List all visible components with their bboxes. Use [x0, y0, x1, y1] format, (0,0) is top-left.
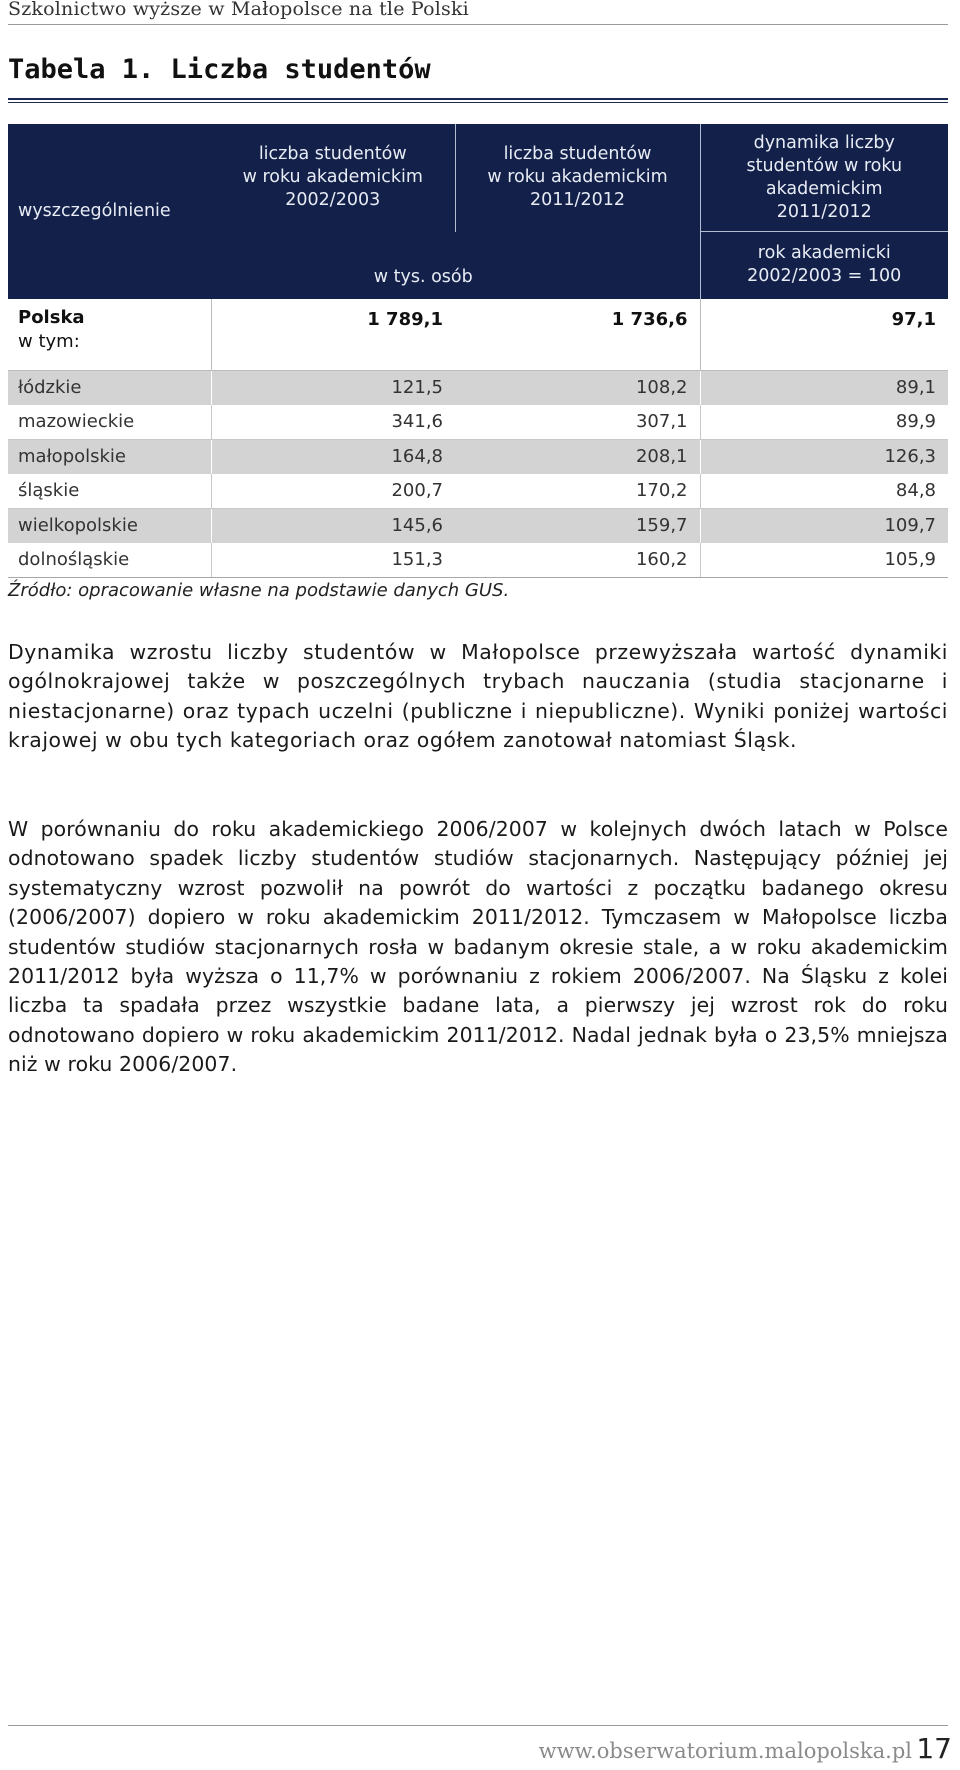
table-row	[8, 439, 948, 474]
row-name: mazowieckie	[8, 405, 211, 440]
row-name: śląskie	[8, 474, 211, 509]
cell-dynamics: 109,7	[700, 508, 948, 543]
header-stub: wyszczególnienie	[8, 124, 211, 299]
title-rule-bottom	[8, 102, 948, 103]
cell-2011: 170,2	[455, 474, 700, 509]
row-name	[8, 299, 211, 371]
header-dynamics: dynamika liczby studentów w roku akademickim 2011/2012	[700, 124, 948, 232]
cell-2011: 208,1	[455, 439, 700, 474]
cell-2002: 200,7	[211, 474, 455, 509]
header-2002: liczba studentów w roku akademickim 2002/2003	[211, 124, 455, 232]
cell-2011: 1 736,6	[455, 299, 700, 371]
cell-2011: 159,7	[455, 508, 700, 543]
table-source-note: Źródło: opracowanie własne na podstawie danych GUS.	[8, 580, 510, 601]
total-sub-label: w tym:	[18, 330, 80, 352]
cell-2011: 307,1	[455, 405, 700, 440]
cell-2002: 121,5	[211, 370, 455, 405]
row-name: wielkopolskie	[8, 508, 211, 543]
cell-2002: 1 789,1	[211, 299, 455, 371]
cell-2002: 164,8	[211, 439, 455, 474]
table-row-total	[8, 299, 948, 371]
cell-2011: 108,2	[455, 370, 700, 405]
table-row	[8, 543, 948, 578]
cell-2002: 151,3	[211, 543, 455, 578]
row-name: łódzkie	[8, 370, 211, 405]
cell-dynamics: 89,1	[700, 370, 948, 405]
cell-dynamics: 84,8	[700, 474, 948, 509]
table-row	[8, 508, 948, 543]
cell-dynamics: 126,3	[700, 439, 948, 474]
cell-dynamics: 97,1	[700, 299, 948, 371]
footer-url[interactable]: www.obserwatorium.malopolska.pl	[538, 1739, 912, 1763]
header-unit: w tys. osób	[211, 232, 700, 299]
paragraph-1: Dynamika wzrostu liczby studentów w Małopolsce przewyższała wartość dynamiki ogólnokrajowej także w poszczególnych trybach nauczania (studia stacjonarne i niestacjonarne) oraz typach uczelni (publiczne i niepubliczne). Wyniki poniżej wartości krajowej w obu tych kategoriach oraz ogółem zanotował natomiast Śląsk.	[8, 640, 948, 753]
cell-dynamics: 105,9	[700, 543, 948, 578]
table-row	[8, 370, 948, 405]
page-number: 17	[916, 1732, 952, 1765]
running-head: Szkolnictwo wyższe w Małopolsce na tle Polski	[8, 0, 948, 25]
table-row	[8, 405, 948, 440]
cell-2002: 145,6	[211, 508, 455, 543]
row-name: małopolskie	[8, 439, 211, 474]
header-base-year: rok akademicki 2002/2003 = 100	[700, 232, 948, 299]
cell-2011: 160,2	[455, 543, 700, 578]
paragraph-2: W porównaniu do roku akademickiego 2006/2007 w kolejnych dwóch latach w Polsce odnotowano spadek liczby studentów studiów stacjonarnych. Następujący później jej systematyczny wzrost pozwolił na powrót do wartości z początku badanego okresu (2006/2007) dopiero w roku akademickim 2011/2012. Tymczasem w Małopolsce liczba studentów studiów stacjonarnych rosła w badanym okresie stale, a w roku akademickim 2011/2012 była wyższa o 11,7% w porównaniu z rokiem 2006/2007. Na Śląsku z kolei liczba ta spadała przez wszystkie badane lata, a pierwszy jej wzrost rok do roku odnotowano dopiero w roku akademickim 2011/2012. Nadal jednak była o 23,5% mniejsza niż w roku 2006/2007.	[8, 817, 948, 1077]
students-table	[8, 124, 948, 578]
total-label: Polska	[18, 306, 85, 328]
cell-2002: 341,6	[211, 405, 455, 440]
table-row	[8, 474, 948, 509]
header-2011: liczba studentów w roku akademickim 2011/2012	[455, 124, 700, 232]
footer-rule	[8, 1725, 948, 1726]
cell-dynamics: 89,9	[700, 405, 948, 440]
table-title: Tabela 1. Liczba studentów	[8, 54, 431, 85]
row-name: dolnośląskie	[8, 543, 211, 578]
title-rule-top	[8, 98, 948, 100]
